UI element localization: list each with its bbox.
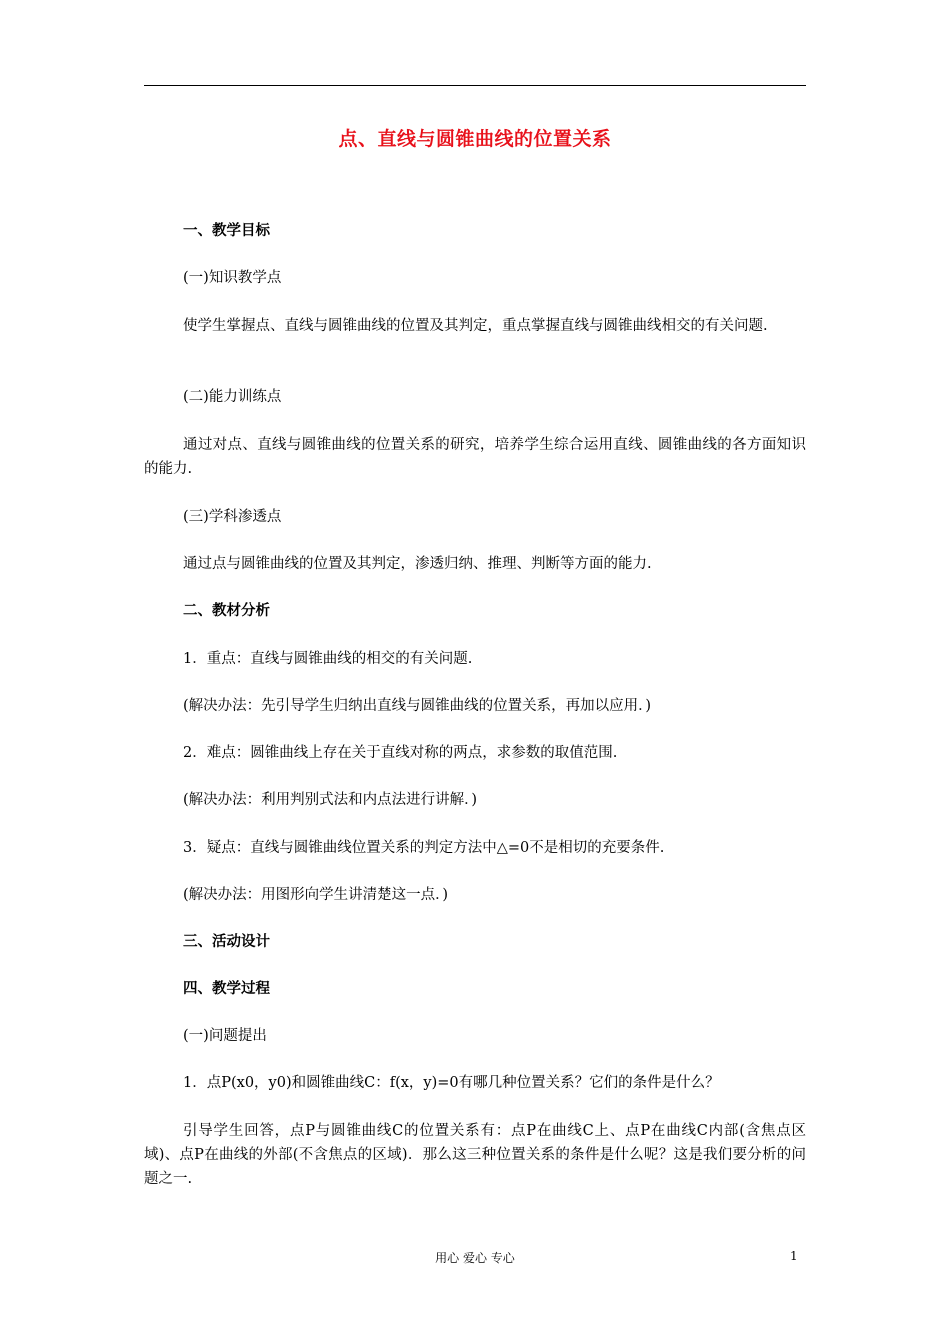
section-heading-activity: 三、活动设计 [183,934,270,950]
subheading-ability: (二)能力训练点 [183,389,282,405]
subheading-knowledge: (一)知识教学点 [183,270,282,286]
page-number: 1 [790,1249,798,1263]
header-rule [144,85,806,86]
subheading-discipline: (三)学科渗透点 [183,509,282,525]
paragraph-ability: 通过对点、直线与圆锥曲线的位置关系的研究，培养学生综合运用直线、圆锥曲线的各方面知识的能力. [144,437,806,477]
analysis-note-doubt: (解决办法：用图形向学生讲清楚这一点．) [183,887,449,903]
analysis-item-doubt: 3．疑点：直线与圆锥曲线位置关系的判定方法中△=0不是相切的充要条件. [183,840,665,856]
paragraph-guidance: 引导学生回答，点P与圆锥曲线C的位置关系有：点P在曲线C上、点P在曲线C内部(含焦点区域)、点P在曲线的外部(不含焦点的区域)．那么这三种位置关系的条件是什么呢？这是我们要分析的问题之一. [144,1123,806,1187]
analysis-item-key-point: 1．重点：直线与圆锥曲线的相交的有关问题. [183,651,473,667]
analysis-note-key-point: (解决办法：先引导学生归纳出直线与圆锥曲线的位置关系，再加以应用．) [183,698,652,714]
question-item-1: 1．点P(x0，y0)和圆锥曲线C：f(x，y)=0有哪几种位置关系？它们的条件是什么？ [183,1075,720,1091]
subheading-question: (一)问题提出 [183,1028,267,1044]
paragraph-discipline: 通过点与圆锥曲线的位置及其判定，渗透归纳、推理、判断等方面的能力. [183,556,652,572]
document-title: 点、直线与圆锥曲线的位置关系 [338,128,612,150]
section-heading-process: 四、教学过程 [183,981,270,997]
footer-slogan: 用心 爱心 专心 [435,1251,515,1265]
section-heading-objectives: 一、教学目标 [183,223,270,239]
section-heading-analysis: 二、教材分析 [183,603,270,619]
paragraph-knowledge: 使学生掌握点、直线与圆锥曲线的位置及其判定，重点掌握直线与圆锥曲线相交的有关问题. [183,318,768,334]
analysis-note-difficulty: (解决办法：利用判别式法和内点法进行讲解．) [183,792,478,808]
analysis-item-difficulty: 2．难点：圆锥曲线上存在关于直线对称的两点，求参数的取值范围. [183,745,618,761]
